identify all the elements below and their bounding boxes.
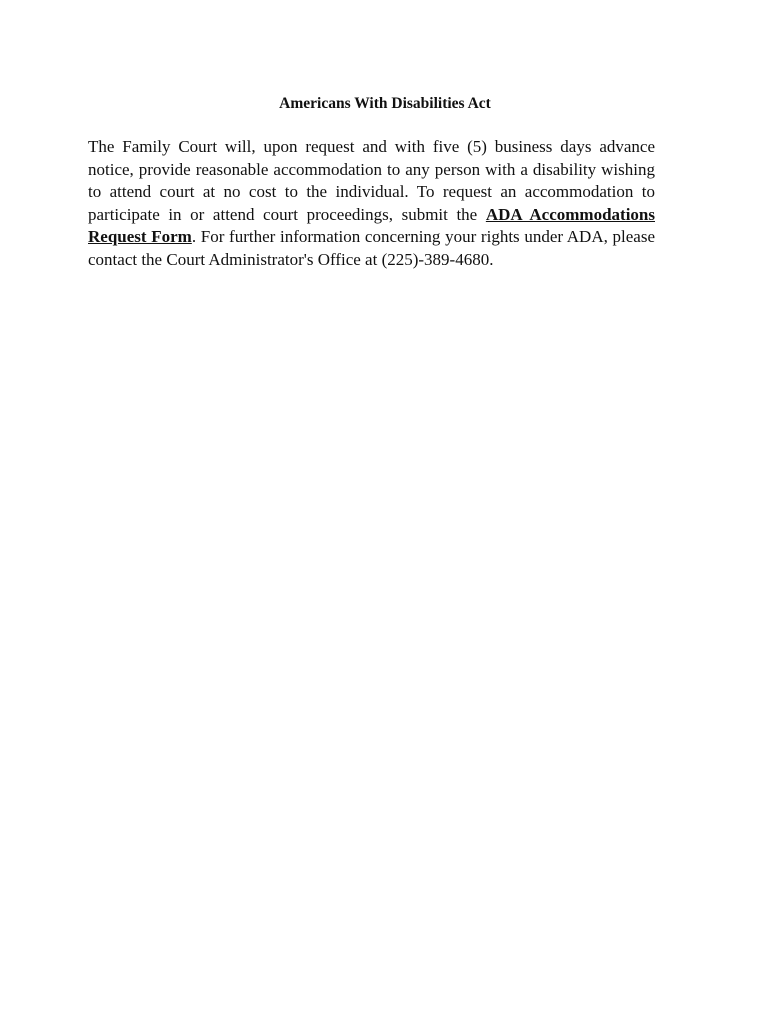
ada-notice-paragraph [88, 136, 655, 271]
document-title: Americans With Disabilities Act [279, 95, 491, 112]
paragraph-text-after-link: . For further information concerning your rights under ADA, please contact the Court Administrator's Office at (225)-389-4680. [88, 227, 655, 269]
ada-request-form-link[interactable]: ADA Accommodations Request Form [88, 204, 655, 246]
paragraph-text-before-link: The Family Court will, upon request and with five (5) business days advance notice, provide reasonable accommodation to any person with a disability wishing to attend court at no cost to the individual. To request an accommodation to participate in or attend court proceedings, submit the [88, 137, 655, 224]
